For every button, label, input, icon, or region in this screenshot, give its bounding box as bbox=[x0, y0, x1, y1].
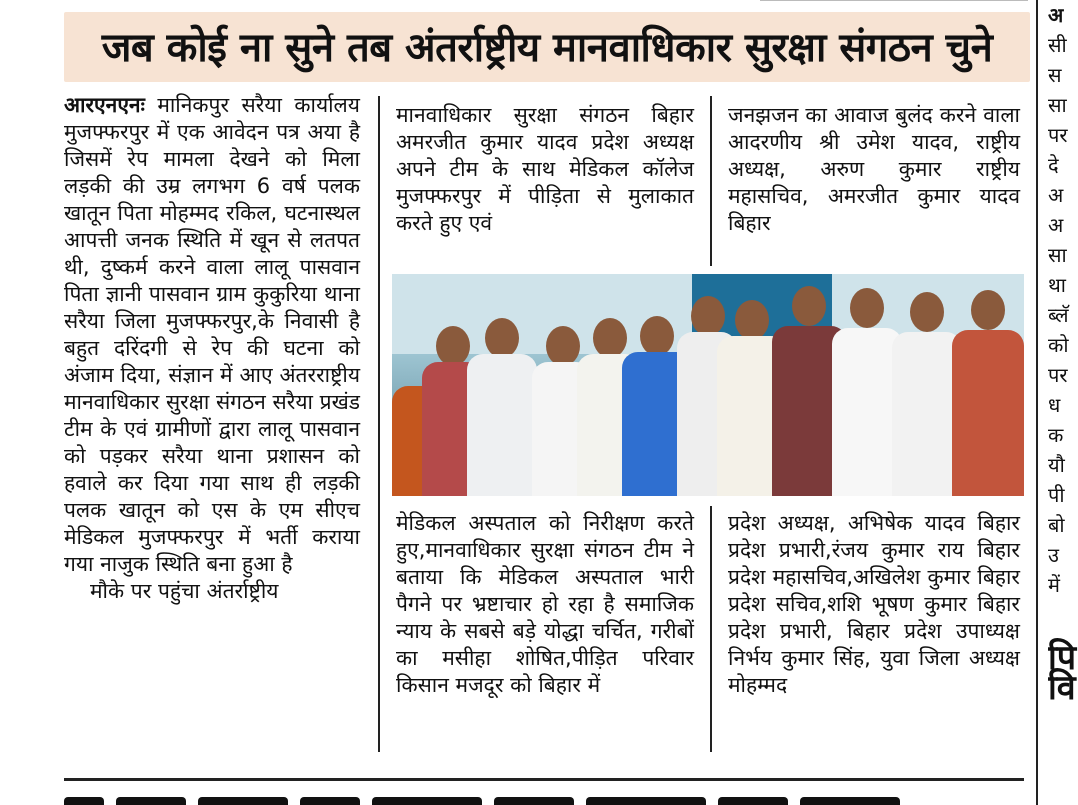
adjacent-text: पी bbox=[1048, 483, 1065, 507]
column-divider bbox=[710, 506, 712, 752]
adjacent-text: अ bbox=[1048, 213, 1064, 237]
adjacent-text: में bbox=[1048, 573, 1060, 597]
column-divider bbox=[378, 96, 380, 752]
adjacent-headline: पि bbox=[1048, 638, 1077, 678]
adjacent-text: उ bbox=[1048, 543, 1059, 567]
adjacent-text: यौ bbox=[1048, 453, 1065, 477]
adjacent-text: ब्लॅ bbox=[1048, 303, 1069, 327]
article-column-3-bottom: प्रदेश अध्यक्ष, अभिषेक यादव बिहार प्रदेश प्रभारी,रंजय कुमार राय बिहार प्रदेश महासचिव,अखिलेश कुमार बिहार प्रदेश सचिव,शशि भूषण कुमार बिहार प्रदेश प्रभारी, बिहार प्रदेश उपाध्यक्ष निर्भय कुमार सिंह, युवा जिला अध्यक्ष मोहम्मद bbox=[728, 511, 1020, 697]
byline: आरएनएनः bbox=[64, 93, 145, 117]
adjacent-text: क bbox=[1048, 423, 1064, 447]
adjacent-text: था bbox=[1048, 273, 1066, 297]
article-text: मानिकपुर सरैया कार्यालय मुजफ्फरपुर में एक आवेदन पत्र अया है जिसमें रेप मामला देखने को मिला लड़की की उम्र लगभग 6 वर्ष पलक खातून पिता मोहम्मद रकिल, घटनास्थल आपत्ती जनक स्थिति में खून से लतपत थी, दुष्कर्म करने वाला लालू पासवान पिता ज्ञानी पासवान ग्राम कुकुरिया थाना सरैया जिला मुजफ्फरपुर,के निवासी है बहुत दरिंदगी से रेप की घटना को अंजाम दिया, संज्ञान में आए अंतरराष्ट्रीय मानवाधिकार सुरक्षा संगठन सरैया प्रखंड टीम के एवं ग्रामीणों द्वारा लालू पासवान को पड़कर सरैया थाना प्रशासन को हवाले कर दिया गया साथ ही लड़की पलक खातून को एस के एम सीएच मेडिकल मुजफ्फरपुर में भर्ती कराया गया नाजुक स्थिति बना हुआ है bbox=[64, 93, 360, 576]
adjacent-text: बो bbox=[1048, 513, 1065, 537]
headline-band bbox=[64, 12, 1030, 82]
article-column-3-top: जनझजन का आवाज बुलंद करने वाला आदरणीय श्री उमेश यादव, राष्ट्रीय अध्यक्ष, अरुण कुमार राष्ट्रीय महासचिव, अमरजीत कुमार यादव बिहार bbox=[728, 103, 1020, 235]
article-column-2-top: मानवाधिकार सुरक्षा संगठन बिहार अमरजीत कुमार यादव प्रदेश अध्यक्ष अपने टीम के साथ मेडिकल कॉलेज मुजफ्फरपुर में पीड़िता से मुलाकात करते हुए एवं bbox=[396, 103, 694, 235]
adjacent-text: को bbox=[1048, 333, 1069, 357]
adjacent-text: सा bbox=[1048, 243, 1067, 267]
adjacent-text: दे bbox=[1048, 153, 1059, 177]
adjacent-article-column bbox=[1048, 0, 1078, 805]
adjacent-text: अ bbox=[1048, 3, 1064, 27]
adjacent-headline: वि bbox=[1048, 668, 1076, 708]
article-column-1 bbox=[64, 92, 360, 605]
article-bottom-rule bbox=[64, 778, 1024, 781]
adjacent-text: अ bbox=[1048, 183, 1064, 207]
adjacent-text: पर bbox=[1048, 123, 1068, 147]
headline: जब कोई ना सुने तब अंतर्राष्ट्रीय मानवाधिकार सुरक्षा संगठन चुने bbox=[101, 25, 993, 71]
article-text: मौके पर पहुंचा अंतर्राष्ट्रीय bbox=[90, 579, 279, 603]
adjacent-text: स bbox=[1048, 63, 1062, 87]
page-divider bbox=[1036, 0, 1038, 805]
adjacent-text: ध bbox=[1048, 393, 1061, 417]
top-strip bbox=[760, 0, 1028, 7]
next-headline-fragment bbox=[64, 792, 1024, 805]
column-divider bbox=[710, 96, 712, 266]
adjacent-text: सी bbox=[1048, 33, 1067, 57]
adjacent-text: पर bbox=[1048, 363, 1068, 387]
news-photo bbox=[392, 274, 1024, 496]
adjacent-text: सा bbox=[1048, 93, 1067, 117]
article-column-2-bottom: मेडिकल अस्पताल को निरीक्षण करते हुए,मानवाधिकार सुरक्षा संगठन टीम ने बताया कि मेडिकल अस्पताल भारी पैगने पर भ्रष्टाचार हो रहा है समाजिक न्याय के सबसे बड़े योद्धा चर्चित, गरीबों का मसीहा शोषित,पीड़ित परिवार किसान मजदूर को बिहार में bbox=[396, 511, 694, 697]
